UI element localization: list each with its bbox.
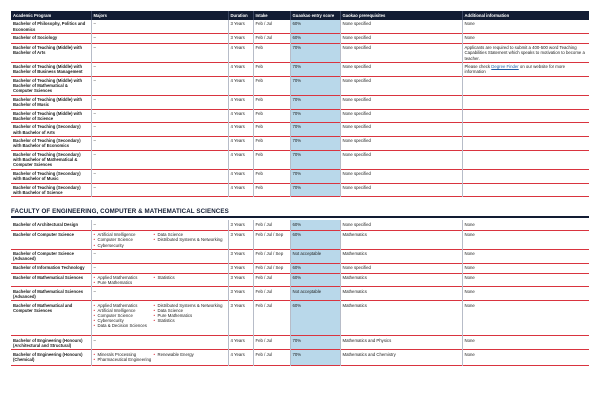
duration-cell: 3 Years bbox=[228, 20, 253, 33]
prereq-cell: None specified bbox=[340, 220, 462, 230]
score-cell: 60% bbox=[290, 230, 340, 249]
program-cell: Bachelor of Computer Science (Advanced) bbox=[13, 251, 74, 262]
prereq-cell: None specified bbox=[340, 20, 462, 33]
major-item: • Pure Mathematics bbox=[94, 280, 154, 285]
program-cell: Bachelor of Mathematical and Computer Sciences bbox=[13, 302, 73, 313]
duration-cell: 3 Years bbox=[228, 220, 253, 230]
majors-list bbox=[94, 232, 154, 248]
majors-cell: – bbox=[91, 123, 228, 137]
col-header-info: Additional information bbox=[462, 11, 589, 20]
prereq-cell: Mathematics bbox=[340, 249, 462, 263]
major-item: • Distributed Systems & Networking bbox=[154, 237, 224, 242]
table-row bbox=[11, 62, 589, 76]
majors-cell: – bbox=[91, 263, 228, 273]
table-row bbox=[11, 263, 589, 273]
duration-cell: 4 Years bbox=[228, 95, 253, 109]
major-item: • Data & Decision Sciences bbox=[94, 323, 154, 328]
faculty-divider bbox=[11, 216, 589, 218]
intake-cell: Feb bbox=[253, 95, 290, 109]
major-item: • Renewable Energy bbox=[154, 352, 224, 357]
program-cell: Bachelor of Teaching (Middle) with Bachelor of Music bbox=[13, 96, 83, 108]
table-row bbox=[11, 43, 589, 62]
info-cell: None bbox=[462, 20, 589, 33]
intake-cell: Feb bbox=[253, 43, 290, 62]
duration-cell: 4 Years bbox=[228, 183, 253, 197]
table-row bbox=[11, 350, 589, 366]
col-header-program: Academic Program bbox=[11, 11, 91, 20]
info-cell: None bbox=[462, 301, 589, 336]
table-row bbox=[11, 301, 589, 336]
major-item: • Artificial Intelligence bbox=[94, 232, 154, 237]
intake-cell: Feb bbox=[253, 169, 290, 183]
majors-cell: – bbox=[91, 137, 228, 151]
info-cell: None bbox=[462, 263, 589, 273]
duration-cell: 4 Years bbox=[228, 336, 253, 350]
prereq-cell: Mathematics bbox=[340, 273, 462, 287]
majors-list bbox=[154, 275, 224, 280]
intake-cell: Feb / Jul bbox=[253, 287, 290, 301]
table-row bbox=[11, 137, 589, 151]
score-cell: 70% bbox=[290, 76, 340, 95]
program-cell: Bachelor of Teaching (Middle) with Bachelor of Business Management bbox=[13, 64, 83, 75]
table-row bbox=[11, 95, 589, 109]
major-item: • Artificial Intelligence bbox=[94, 308, 154, 313]
major-item: • Pharmaceutical Engineering bbox=[94, 357, 154, 362]
majors-cell: – bbox=[91, 76, 228, 95]
info-cell: None bbox=[462, 350, 589, 366]
score-cell: 70% bbox=[290, 62, 340, 76]
info-cell bbox=[462, 169, 589, 183]
table-row bbox=[11, 33, 589, 43]
score-cell: 70% bbox=[290, 336, 340, 350]
intake-cell: Feb / Jul / Sep bbox=[253, 230, 290, 249]
info-cell: None bbox=[462, 287, 589, 301]
prereq-cell: None specified bbox=[340, 123, 462, 137]
degree-finder-link[interactable]: Degree Finder bbox=[491, 64, 519, 70]
table-row bbox=[11, 230, 589, 249]
majors-cell: – bbox=[91, 95, 228, 109]
prereq-cell: None specified bbox=[340, 43, 462, 62]
info-cell: None bbox=[462, 336, 589, 350]
faculty-title: FACULTY OF ENGINEERING, COMPUTER & MATHEMATICAL SCIENCES bbox=[11, 208, 229, 216]
majors-cell: – bbox=[91, 109, 228, 123]
score-cell: 70% bbox=[290, 169, 340, 183]
table-row bbox=[11, 76, 589, 95]
prereq-cell: None specified bbox=[340, 109, 462, 123]
program-cell: Bachelor of Teaching (Secondary) with Bachelor of Mathematical & Computer Sciences bbox=[13, 152, 81, 168]
table-row bbox=[11, 183, 589, 197]
program-cell: Bachelor of Teaching (Secondary) with Bachelor of Music bbox=[13, 171, 81, 182]
duration-cell: 4 Years bbox=[228, 109, 253, 123]
program-cell: Bachelor of Teaching (Middle) with Bachelor of Mathematical & Computer Sciences bbox=[13, 77, 83, 94]
table-row bbox=[11, 109, 589, 123]
duration-cell: 3 Years bbox=[228, 230, 253, 249]
major-item: • Statistics bbox=[154, 318, 224, 323]
info-cell: None bbox=[462, 220, 589, 230]
major-item: • Pure Mathematics bbox=[154, 313, 224, 318]
table-row bbox=[11, 20, 589, 33]
programs-table-humanities bbox=[11, 11, 589, 197]
duration-cell: 3 Years bbox=[228, 249, 253, 263]
prereq-cell: None specified bbox=[340, 76, 462, 95]
score-cell: 60% bbox=[290, 20, 340, 33]
intake-cell: Feb / Jul bbox=[253, 33, 290, 43]
score-cell: 70% bbox=[290, 43, 340, 62]
col-header-intake: Intake bbox=[253, 11, 290, 20]
info-cell: None bbox=[462, 33, 589, 43]
info-text: on our website for more information bbox=[464, 64, 566, 75]
majors-list bbox=[154, 232, 224, 242]
intake-cell: Feb bbox=[253, 109, 290, 123]
info-cell bbox=[462, 123, 589, 137]
duration-cell: 4 Years bbox=[228, 76, 253, 95]
intake-cell: Feb / Jul bbox=[253, 301, 290, 336]
info-cell: Applicants are required to submit a 400-500 word Teaching Capabilities Statement which speaks to motivation to become a teacher. bbox=[462, 43, 589, 62]
programs-table-engineering bbox=[11, 220, 589, 366]
major-item: • Cybersecurity bbox=[94, 318, 154, 323]
duration-cell: 3 Years bbox=[228, 263, 253, 273]
score-cell: 70% bbox=[290, 150, 340, 169]
major-item: • Computer Science bbox=[94, 313, 154, 318]
prereq-cell: None specified bbox=[340, 263, 462, 273]
duration-cell: 4 Years bbox=[228, 62, 253, 76]
intake-cell: Feb / Jul bbox=[253, 336, 290, 350]
info-cell bbox=[462, 150, 589, 169]
program-cell: Bachelor of Teaching (Middle) with Bachelor of Arts bbox=[13, 45, 83, 56]
major-item: • Minerals Processing bbox=[94, 352, 154, 357]
prereq-cell: Mathematics bbox=[340, 301, 462, 336]
info-cell bbox=[462, 62, 589, 76]
program-cell: Bachelor of Teaching (Secondary) with Bachelor of Science bbox=[13, 184, 81, 196]
program-cell: Bachelor of Mathematical Sciences bbox=[13, 274, 84, 280]
table-row bbox=[11, 273, 589, 287]
majors-list bbox=[154, 303, 224, 324]
col-header-prereq: Gaokao prerequisites bbox=[340, 11, 462, 20]
duration-cell: 4 Years bbox=[228, 350, 253, 366]
table-row bbox=[11, 169, 589, 183]
score-cell: 70% bbox=[290, 95, 340, 109]
prereq-cell: None specified bbox=[340, 183, 462, 197]
majors-list bbox=[94, 352, 154, 362]
intake-cell: Feb / Jul bbox=[253, 220, 290, 230]
score-cell: 60% bbox=[290, 33, 340, 43]
score-cell: 60% bbox=[290, 263, 340, 273]
program-cell: Bachelor of Sociology bbox=[13, 35, 58, 41]
majors-cell: – bbox=[91, 150, 228, 169]
intake-cell: Feb bbox=[253, 62, 290, 76]
score-cell: 60% bbox=[290, 301, 340, 336]
col-header-score: Guaokao entry score bbox=[290, 11, 340, 20]
table-row bbox=[11, 220, 589, 230]
intake-cell: Feb / Jul bbox=[253, 350, 290, 366]
intake-cell: Feb / Jul bbox=[253, 273, 290, 287]
intake-cell: Feb bbox=[253, 137, 290, 151]
majors-cell: – bbox=[91, 183, 228, 197]
major-item: • Statistics bbox=[154, 275, 224, 280]
info-cell bbox=[462, 76, 589, 95]
program-cell: Bachelor of Philosophy, Politics and Economics bbox=[13, 21, 86, 32]
program-cell: Bachelor of Information Technology bbox=[13, 264, 85, 270]
majors-cell: – bbox=[91, 169, 228, 183]
info-cell bbox=[462, 95, 589, 109]
duration-cell: 4 Years bbox=[228, 169, 253, 183]
program-cell: Bachelor of Architectural Design bbox=[13, 221, 78, 227]
prereq-cell: None specified bbox=[340, 95, 462, 109]
info-cell bbox=[462, 183, 589, 197]
major-item: • Applied Mathematics bbox=[94, 275, 154, 280]
info-cell bbox=[462, 109, 589, 123]
majors-cell bbox=[91, 350, 228, 366]
majors-cell: – bbox=[91, 33, 228, 43]
duration-cell: 3 Years bbox=[228, 33, 253, 43]
table-row bbox=[11, 249, 589, 263]
prereq-cell: None specified bbox=[340, 169, 462, 183]
program-cell: Bachelor of Teaching (Secondary) with Bachelor of Economics bbox=[13, 138, 81, 149]
duration-cell: 3 Years bbox=[228, 273, 253, 287]
major-item: • Data Science bbox=[154, 232, 224, 237]
majors-cell: – bbox=[91, 249, 228, 263]
majors-list bbox=[154, 352, 224, 357]
score-cell: 70% bbox=[290, 137, 340, 151]
prereq-cell: Mathematics bbox=[340, 230, 462, 249]
intake-cell: Feb / Jul / Sep bbox=[253, 263, 290, 273]
majors-cell: – bbox=[91, 287, 228, 301]
table-row bbox=[11, 150, 589, 169]
duration-cell: 3 Years bbox=[228, 301, 253, 336]
info-cell: None bbox=[462, 273, 589, 287]
prereq-cell: None specified bbox=[340, 62, 462, 76]
score-cell: 60% bbox=[290, 273, 340, 287]
program-cell: Bachelor of Teaching (Secondary) with Bachelor of Arts bbox=[13, 124, 81, 135]
duration-cell: 3 Years bbox=[228, 287, 253, 301]
table-header-row bbox=[11, 11, 589, 20]
info-text: Please check bbox=[464, 64, 492, 70]
table-row bbox=[11, 123, 589, 137]
info-cell: None bbox=[462, 230, 589, 249]
prereq-cell: None specified bbox=[340, 150, 462, 169]
prereq-cell: Mathematics bbox=[340, 287, 462, 301]
program-cell: Bachelor of Engineering (Honours) (Architectural and Structural) bbox=[13, 337, 83, 348]
col-header-majors: Majors bbox=[91, 11, 228, 20]
program-cell: Bachelor of Teaching (Middle) with Bachelor of Science bbox=[13, 110, 83, 121]
score-cell: 60% bbox=[290, 220, 340, 230]
intake-cell: Feb / Jul bbox=[253, 20, 290, 33]
program-cell: Bachelor of Mathematical Sciences (Advanced) bbox=[13, 288, 84, 299]
score-cell: 70% bbox=[290, 123, 340, 137]
prereq-cell: Mathematics and Physics bbox=[340, 336, 462, 350]
admissions-page bbox=[11, 11, 589, 396]
score-cell: 70% bbox=[290, 183, 340, 197]
majors-cell: – bbox=[91, 62, 228, 76]
intake-cell: Feb bbox=[253, 150, 290, 169]
majors-cell: – bbox=[91, 43, 228, 62]
col-header-duration: Duration bbox=[228, 11, 253, 20]
majors-cell bbox=[91, 230, 228, 249]
duration-cell: 4 Years bbox=[228, 137, 253, 151]
intake-cell: Feb bbox=[253, 183, 290, 197]
intake-cell: Feb / Jul / Sep bbox=[253, 249, 290, 263]
score-cell: Not acceptable bbox=[290, 287, 340, 301]
info-cell: None bbox=[462, 249, 589, 263]
major-item: • Computer Science bbox=[94, 237, 154, 242]
info-cell bbox=[462, 137, 589, 151]
major-item: • Distributed Systems & Networking bbox=[154, 303, 224, 308]
major-item: • Applied Mathematics bbox=[94, 303, 154, 308]
prereq-cell: Mathematics and Chemistry bbox=[340, 350, 462, 366]
prereq-cell: None specified bbox=[340, 33, 462, 43]
majors-cell: – bbox=[91, 336, 228, 350]
program-cell: Bachelor of Computer Science bbox=[13, 232, 74, 238]
score-cell: Not acceptable bbox=[290, 249, 340, 263]
duration-cell: 4 Years bbox=[228, 43, 253, 62]
majors-list bbox=[94, 275, 154, 285]
score-cell: 70% bbox=[290, 350, 340, 366]
table-row bbox=[11, 336, 589, 350]
score-cell: 70% bbox=[290, 109, 340, 123]
majors-cell bbox=[91, 301, 228, 336]
faculty-section bbox=[11, 207, 589, 218]
prereq-cell: None specified bbox=[340, 137, 462, 151]
intake-cell: Feb bbox=[253, 76, 290, 95]
majors-cell: – bbox=[91, 20, 228, 33]
program-cell: Bachelor of Engineering (Honours) (Chemical) bbox=[13, 351, 83, 362]
major-item: • Cybersecurity bbox=[94, 243, 154, 248]
majors-cell: – bbox=[91, 220, 228, 230]
intake-cell: Feb bbox=[253, 123, 290, 137]
majors-list bbox=[94, 303, 154, 329]
duration-cell: 4 Years bbox=[228, 150, 253, 169]
duration-cell: 4 Years bbox=[228, 123, 253, 137]
majors-cell bbox=[91, 273, 228, 287]
major-item: • Data Science bbox=[154, 308, 224, 313]
table-row bbox=[11, 287, 589, 301]
